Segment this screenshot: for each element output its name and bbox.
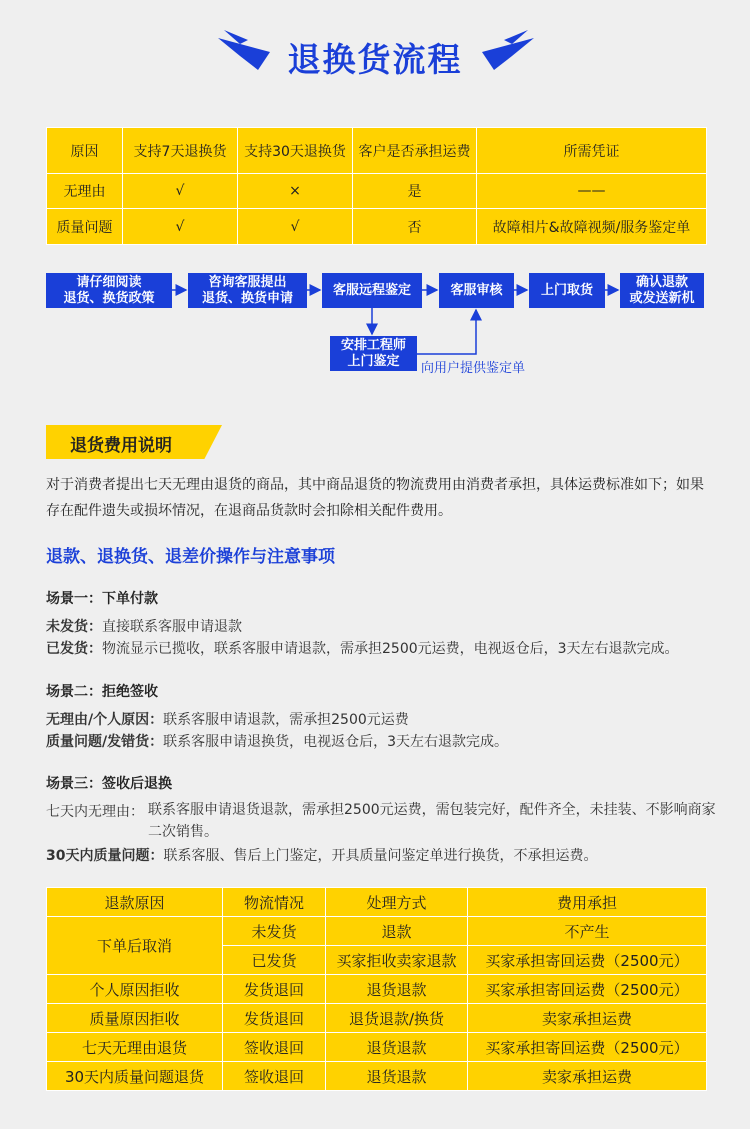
table-cell: 故障相片&故障视频/服务鉴定单	[477, 209, 707, 245]
table-cell: 退货退款	[326, 1062, 468, 1091]
table-header-cell: 支持30天退换货	[238, 128, 353, 174]
table-cell: 未发货	[223, 917, 326, 946]
table-row	[47, 174, 707, 209]
table-cell: 无理由	[47, 174, 123, 209]
table-row	[47, 975, 707, 1004]
table-cell: 否	[353, 209, 477, 245]
table-cell: ×	[238, 174, 353, 209]
scene-item: 质量问题/发错货：联系客服申请退换货，电视返仓后，3天左右退款完成。	[46, 734, 509, 750]
table-cell: ——	[477, 174, 707, 209]
table-row	[47, 209, 707, 245]
table-cell: 发货退回	[223, 975, 326, 1004]
scene-item-label: 七天内无理由：	[46, 804, 144, 820]
scene-title: 场景三：签收后退换	[46, 776, 172, 792]
table-header-cell: 退款原因	[47, 888, 223, 917]
scene-item: 已发货：物流显示已揽收，联系客服申请退款，需承担2500元运费，电视返仓后，3天左右退款完成。	[46, 641, 679, 657]
table-header-cell: 处理方式	[326, 888, 468, 917]
table-row	[47, 1062, 707, 1091]
table-cell: 30天内质量问题退货	[47, 1062, 223, 1091]
table-cell: √	[123, 174, 238, 209]
flow-note: 向用户提供鉴定单	[421, 361, 526, 376]
table-header-row	[47, 888, 707, 917]
table-cell: 买家承担寄回运费（2500元）	[468, 975, 707, 1004]
table-row	[47, 1004, 707, 1033]
table-cell: 签收退回	[223, 1062, 326, 1091]
flow-step-engineer-visit: 安排工程师 上门鉴定	[330, 336, 417, 371]
table-cell: 买家承担寄回运费（2500元）	[468, 1033, 707, 1062]
arrow	[417, 310, 476, 354]
right-wing-icon	[482, 30, 534, 74]
shipping-fee-paragraph: 对于消费者提出七天无理由退货的商品，其中商品退货的物流费用由消费者承担，具体运费标准如下；如果存在配件遗失或损坏情况，在退商品货款时会扣除相关配件费用。	[46, 477, 704, 519]
table-cell: 质量问题	[47, 209, 123, 245]
table-cell: 买家拒收卖家退款	[326, 946, 468, 975]
scene-item-text: 联系客服申请退货退款，需承担2500元运费，需包装完好，配件齐全，未挂装、不影响商家二次销售。	[148, 802, 716, 840]
table-cell: 质量原因拒收	[47, 1004, 223, 1033]
section-tag-label: 退货费用说明	[70, 436, 172, 456]
table-cell: 卖家承担运费	[468, 1004, 707, 1033]
table-cell: 发货退回	[223, 1004, 326, 1033]
table-row	[47, 917, 707, 946]
notes-title: 退款、退换货、退差价操作与注意事项	[46, 547, 335, 567]
refund-cost-table	[46, 887, 707, 1091]
scene-title: 场景一：下单付款	[46, 591, 158, 607]
table-header-row	[47, 128, 707, 174]
page-title: 退换货流程	[287, 40, 463, 79]
table-cell: 退款	[326, 917, 468, 946]
page-header	[0, 28, 750, 84]
flow-step-refund: 确认退款 或发送新机	[620, 273, 704, 308]
table-header-cell: 费用承担	[468, 888, 707, 917]
flow-step-review: 客服审核	[439, 273, 514, 308]
scene-item: 无理由/个人原因：联系客服申请退款，需承担2500元运费	[46, 712, 409, 728]
table-cell: 退货退款	[326, 1033, 468, 1062]
table-header-cell: 所需凭证	[477, 128, 707, 174]
flow-step-remote-check: 客服远程鉴定	[322, 273, 422, 308]
table-cell: 是	[353, 174, 477, 209]
table-cell: 已发货	[223, 946, 326, 975]
table-header-cell: 原因	[47, 128, 123, 174]
table-cell: 下单后取消	[47, 917, 223, 975]
flow-step-pickup: 上门取货	[529, 273, 605, 308]
table-header-cell: 客户是否承担运费	[353, 128, 477, 174]
table-cell: 卖家承担运费	[468, 1062, 707, 1091]
section-tag	[46, 425, 222, 459]
table-header-cell: 支持7天退换货	[123, 128, 238, 174]
return-flowchart	[0, 270, 750, 380]
scene-item: 30天内质量问题：联系客服、售后上门鉴定，开具质量问鉴定单进行换货，不承担运费。	[46, 848, 598, 864]
table-cell: 买家承担寄回运费（2500元）	[468, 946, 707, 975]
table-cell: √	[123, 209, 238, 245]
table-cell: 退货退款	[326, 975, 468, 1004]
table-row	[47, 1033, 707, 1062]
table-cell: 不产生	[468, 917, 707, 946]
table-cell: √	[238, 209, 353, 245]
flow-step-read-policy: 请仔细阅读 退货、换货政策	[46, 273, 172, 308]
scene-item: 未发货：直接联系客服申请退款	[46, 619, 242, 635]
return-policy-table	[46, 127, 707, 245]
table-cell: 个人原因拒收	[47, 975, 223, 1004]
table-header-cell: 物流情况	[223, 888, 326, 917]
table-cell: 退货退款/换货	[326, 1004, 468, 1033]
flow-step-consult-service: 咨询客服提出 退货、换货申请	[188, 273, 307, 308]
scene-title: 场景二：拒绝签收	[46, 684, 158, 700]
table-cell: 七天无理由退货	[47, 1033, 223, 1062]
table-cell: 签收退回	[223, 1033, 326, 1062]
